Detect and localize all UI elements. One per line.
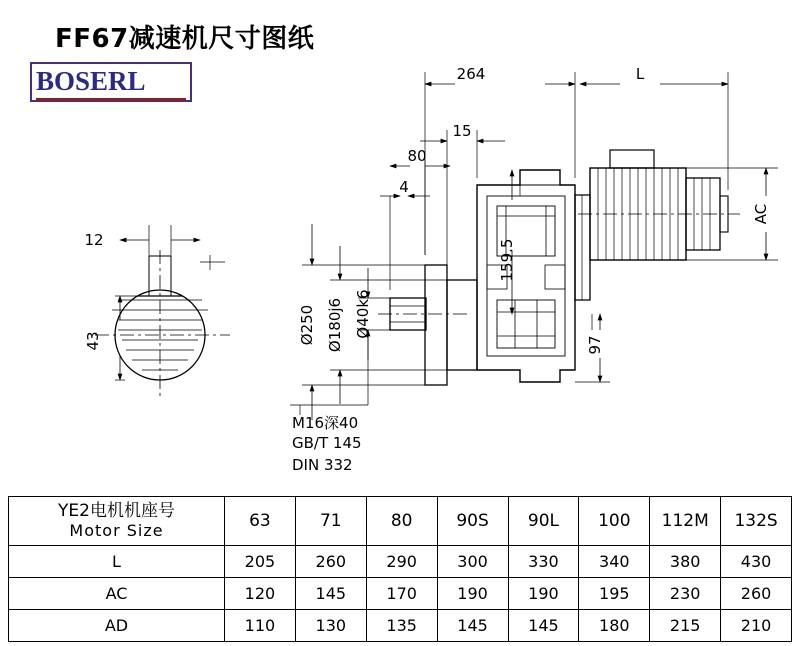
table-row — [9, 546, 792, 578]
dim-43: 43 — [84, 331, 102, 351]
table-header-label — [9, 497, 225, 546]
dim-15: 15 — [452, 122, 472, 140]
dim-d40: Ø40k6 — [354, 289, 372, 339]
table-cell: 260 — [721, 578, 792, 610]
table-cell: 145 — [295, 578, 366, 610]
dim-80: 80 — [407, 147, 427, 165]
table-header-size: 71 — [295, 497, 366, 546]
table-cell: 260 — [295, 546, 366, 578]
table-header-en: Motor Size — [69, 520, 164, 540]
table-cell: 210 — [721, 610, 792, 642]
brand-logo-text: BOSERL — [36, 66, 146, 96]
table-cell: 230 — [650, 578, 721, 610]
table-row-label: AD — [9, 610, 225, 642]
table-cell: 190 — [508, 578, 579, 610]
table-cell: 190 — [437, 578, 508, 610]
table-cell: 290 — [366, 546, 437, 578]
note-gbt145: GB/T 145 — [292, 434, 362, 452]
table-row-label: AC — [9, 578, 225, 610]
table-cell: 110 — [225, 610, 296, 642]
table-cell: 135 — [366, 610, 437, 642]
table-cell: 130 — [295, 610, 366, 642]
table-header-size: 112M — [650, 497, 721, 546]
table-cell: 330 — [508, 546, 579, 578]
table-cell: 205 — [225, 546, 296, 578]
table-cell: 430 — [721, 546, 792, 578]
table-header-size: 80 — [366, 497, 437, 546]
dim-d180: Ø180j6 — [326, 297, 344, 353]
table-cell: 215 — [650, 610, 721, 642]
table-cell: 170 — [366, 578, 437, 610]
dim-264: 264 — [456, 65, 486, 83]
dim-AC: AC — [752, 203, 770, 225]
table-cell: 180 — [579, 610, 650, 642]
dim-12: 12 — [84, 231, 104, 249]
table-header-size: 132S — [721, 497, 792, 546]
table-header-size: 100 — [579, 497, 650, 546]
note-m16: M16深40 — [292, 414, 359, 432]
dim-4: 4 — [399, 178, 409, 196]
table-cell: 195 — [579, 578, 650, 610]
table-cell: 120 — [225, 578, 296, 610]
dim-159-5: 159.5 — [498, 238, 516, 282]
table-row — [9, 610, 792, 642]
table-cell: 300 — [437, 546, 508, 578]
table-header-size: 63 — [225, 497, 296, 546]
note-din332: DIN 332 — [292, 456, 353, 474]
table-row-label: L — [9, 546, 225, 578]
table-header-row — [9, 497, 792, 546]
table-cell: 145 — [437, 610, 508, 642]
page-title: FF67减速机尺寸图纸 — [55, 24, 315, 54]
dim-L: L — [635, 65, 645, 83]
dim-97: 97 — [586, 335, 604, 355]
table-row — [9, 578, 792, 610]
table-header-cn: YE2电机机座号 — [58, 501, 175, 522]
motor-size-table — [8, 496, 792, 642]
table-header-size: 90S — [437, 497, 508, 546]
table-cell: 380 — [650, 546, 721, 578]
dim-d250: Ø250 — [298, 304, 316, 346]
table-header-size: 90L — [508, 497, 579, 546]
table-cell: 145 — [508, 610, 579, 642]
table-cell: 340 — [579, 546, 650, 578]
